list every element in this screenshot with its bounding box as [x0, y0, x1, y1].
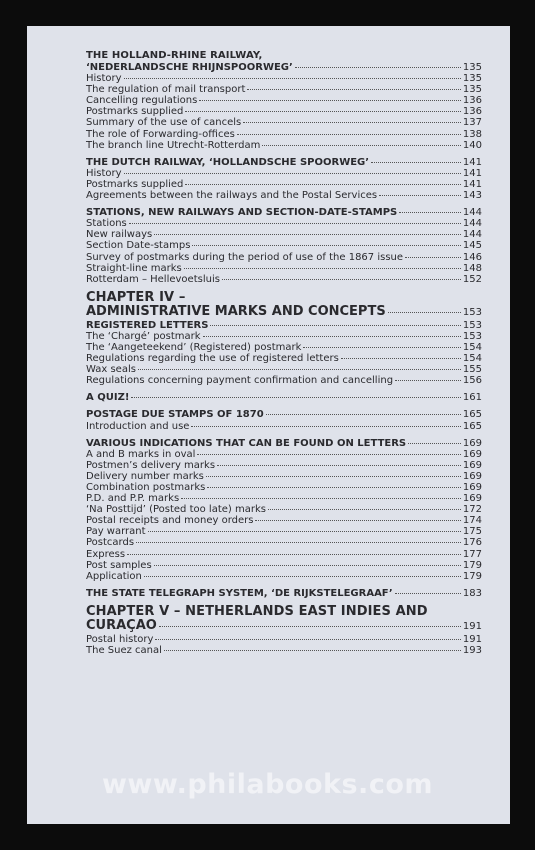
toc-entry-page-number: 135	[462, 84, 482, 96]
dot-leader	[185, 184, 461, 185]
section-heading-label: ADMINISTRATIVE MARKS AND CONCEPTS	[86, 303, 386, 319]
toc-entry	[86, 106, 482, 117]
section-heading	[86, 409, 482, 420]
dot-leader	[395, 593, 461, 594]
toc-section	[86, 409, 482, 431]
toc-entry-page-number: 136	[462, 95, 482, 107]
dot-leader	[210, 325, 460, 326]
toc-entry-page-number: 154	[462, 341, 482, 353]
toc-entry-label: Agreements between the railways and the Postal Services	[86, 190, 378, 202]
section-heading-page-number: 169	[462, 437, 482, 449]
section-heading-page-number: 153	[462, 306, 482, 318]
section-heading-page-number: 144	[462, 207, 482, 219]
dot-leader	[341, 358, 461, 359]
toc-entry-page-number: 179	[462, 559, 482, 571]
toc-entry	[86, 331, 482, 342]
toc-entry-page-number: 169	[462, 482, 482, 493]
toc-entry-label: Straight-line marks	[86, 262, 182, 274]
subsection-heading-page-number: 153	[462, 319, 482, 331]
toc-entry	[86, 493, 482, 504]
toc-entry	[86, 549, 482, 560]
section-heading-label: THE STATE TELEGRAPH SYSTEM, ‘DE RIJKSTELEGRAAF’	[86, 587, 393, 599]
toc-entry	[86, 117, 482, 128]
toc-entry-page-number: 155	[462, 364, 482, 376]
toc-entry	[86, 179, 482, 190]
dot-leader	[192, 245, 461, 246]
toc-entry-label: The ‘Aangeteekend’ (Registered) postmark	[86, 341, 302, 353]
toc-entry	[86, 571, 482, 582]
dot-leader	[124, 78, 461, 79]
toc-entry-page-number: 165	[462, 420, 482, 432]
toc-entry-page-number: 145	[462, 240, 482, 252]
toc-section	[86, 392, 482, 403]
dot-leader	[191, 426, 460, 427]
table-of-contents	[86, 50, 482, 656]
toc-entry-label: Rotterdam – Hellevoetsluis	[86, 273, 220, 285]
dot-leader	[136, 542, 461, 543]
toc-entry	[86, 449, 482, 460]
dot-leader	[217, 465, 461, 466]
dot-leader	[181, 498, 461, 499]
toc-entry-page-number: 146	[462, 251, 482, 263]
section-heading	[86, 588, 482, 599]
section-heading-page-number: 161	[462, 392, 482, 404]
dot-leader	[184, 268, 461, 269]
toc-section	[86, 588, 482, 599]
toc-entry-label: Introduction and use	[86, 420, 190, 432]
section-heading	[86, 305, 482, 320]
toc-entry-page-number: 148	[462, 262, 482, 274]
toc-entry	[86, 218, 482, 229]
dot-leader	[159, 626, 461, 627]
toc-entry	[86, 274, 482, 285]
section-title: THE HOLLAND-RHINE RAILWAY,	[86, 50, 263, 61]
toc-entry	[86, 515, 482, 526]
toc-entry	[86, 560, 482, 571]
toc-entry	[86, 190, 482, 201]
toc-entry-page-number: 140	[462, 139, 482, 151]
toc-section	[86, 207, 482, 285]
toc-entry-label: The role of Forwarding-offices	[86, 128, 235, 140]
toc-entry	[86, 129, 482, 140]
toc-page	[27, 26, 510, 824]
toc-entry	[86, 634, 482, 645]
toc-entry	[86, 645, 482, 656]
toc-entry-page-number: 138	[462, 128, 482, 140]
toc-entry-label: Cancelling regulations	[86, 95, 198, 107]
watermark: www.philabooks.com	[101, 769, 434, 800]
toc-entry-label: Survey of postmarks during the period of use of the 1867 issue	[86, 251, 404, 263]
toc-entry-page-number: 135	[462, 73, 482, 85]
section-heading-page-number: 165	[462, 409, 482, 421]
chapter-section	[86, 605, 482, 656]
dot-leader	[127, 554, 461, 555]
dot-leader	[255, 520, 460, 521]
toc-entry	[86, 537, 482, 548]
toc-entry	[86, 95, 482, 106]
toc-entry	[86, 73, 482, 84]
section-heading-label: STATIONS, NEW RAILWAYS AND SECTION-DATE-STAMPS	[86, 207, 398, 219]
dot-leader	[129, 223, 461, 224]
section-heading-page-number: 183	[462, 587, 482, 599]
dot-leader	[243, 122, 461, 123]
toc-entry	[86, 375, 482, 386]
toc-entry-label: Postal history	[86, 633, 154, 645]
section-heading-label: VARIOUS INDICATIONS THAT CAN BE FOUND ON LETTERS	[86, 437, 407, 449]
toc-entry	[86, 504, 482, 515]
dot-leader	[237, 134, 461, 135]
section-heading-label: A QUIZ!	[86, 392, 130, 404]
dot-leader	[405, 257, 461, 258]
dot-leader	[268, 509, 461, 510]
dot-leader	[203, 336, 461, 337]
section-heading	[86, 438, 482, 449]
toc-entry-page-number: 179	[462, 570, 482, 582]
toc-entry-label: Stations	[86, 218, 127, 230]
dot-leader	[199, 100, 461, 101]
toc-entry-label: ‘Na Posttijd’ (Posted too late) marks	[86, 504, 266, 516]
toc-entry-label: Regulations concerning payment confirmation and cancelling	[86, 375, 394, 387]
toc-entry	[86, 252, 482, 263]
toc-entry-page-number: 153	[462, 330, 482, 342]
section-heading	[86, 207, 482, 218]
dot-leader	[154, 565, 461, 566]
section-heading-page-number: 135	[462, 62, 482, 73]
dot-leader	[371, 162, 461, 163]
toc-entry-label: Summary of the use of cancels	[86, 117, 242, 129]
dot-leader	[148, 531, 461, 532]
toc-entry-label: Postcards	[86, 537, 135, 549]
dot-leader	[379, 195, 461, 196]
section-heading-label: POSTAGE DUE STAMPS OF 1870	[86, 409, 264, 421]
toc-entry-label: P.D. and P.P. marks	[86, 493, 180, 505]
toc-section	[86, 438, 482, 582]
toc-entry-label: Application	[86, 570, 142, 582]
toc-entry-label: Combination postmarks	[86, 482, 206, 493]
dot-leader	[131, 397, 461, 398]
dot-leader	[207, 487, 461, 488]
dot-leader	[222, 279, 461, 280]
toc-entry-page-number: 169	[462, 448, 482, 460]
dot-leader	[164, 650, 461, 651]
toc-entry	[86, 364, 482, 375]
toc-entry	[86, 342, 482, 353]
toc-entry-page-number: 169	[462, 459, 482, 471]
toc-entry-label: History	[86, 73, 122, 85]
toc-section	[86, 157, 482, 201]
dot-leader	[185, 111, 461, 112]
toc-entry-label: The ‘Chargé’ postmark	[86, 330, 201, 342]
section-heading-label: THE DUTCH RAILWAY, ‘HOLLANDSCHE SPOORWEG’	[86, 156, 370, 168]
toc-entry-label: The Suez canal	[86, 645, 162, 657]
toc-entry-page-number: 141	[462, 167, 482, 179]
section-heading	[86, 619, 482, 634]
toc-entry-page-number: 191	[462, 633, 482, 645]
subsection-heading	[86, 320, 482, 331]
toc-entry-page-number: 143	[462, 190, 482, 202]
toc-entry	[86, 421, 482, 432]
section-heading-label: ‘NEDERLANDSCHE RHIJNSPOORWEG’	[86, 62, 293, 73]
dot-leader	[154, 234, 461, 235]
toc-entry	[86, 263, 482, 274]
section-title: CHAPTER V – NETHERLANDS EAST INDIES AND	[86, 603, 428, 619]
toc-section	[86, 50, 482, 151]
toc-entry-page-number: 175	[462, 526, 482, 538]
toc-entry-page-number: 174	[462, 515, 482, 527]
dot-leader	[395, 380, 461, 381]
dot-leader	[408, 443, 461, 444]
toc-entry-label: Postmarks supplied	[86, 106, 184, 118]
toc-entry-page-number: 172	[462, 504, 482, 516]
toc-entry-page-number: 152	[462, 273, 482, 285]
section-heading-page-number: 191	[462, 620, 482, 632]
toc-entry-label: New railways	[86, 229, 153, 241]
toc-entry-page-number: 156	[462, 375, 482, 387]
dot-leader	[144, 576, 461, 577]
toc-entry	[86, 240, 482, 251]
toc-entry-page-number: 144	[462, 218, 482, 230]
toc-entry-page-number: 177	[462, 548, 482, 560]
section-title: CHAPTER IV –	[86, 289, 186, 305]
dot-leader	[399, 212, 461, 213]
dot-leader	[295, 67, 461, 68]
toc-entry	[86, 140, 482, 151]
toc-entry-label: Section Date-stamps	[86, 240, 191, 252]
toc-entry-page-number: 136	[462, 106, 482, 118]
toc-entry	[86, 229, 482, 240]
toc-entry-label: The branch line Utrecht-Rotterdam	[86, 139, 261, 151]
toc-entry-label: Regulations regarding the use of registered letters	[86, 353, 339, 365]
toc-entry-label: Postal receipts and money orders	[86, 515, 254, 527]
toc-entry-page-number: 144	[462, 229, 482, 241]
dot-leader	[197, 454, 460, 455]
toc-entry	[86, 526, 482, 537]
chapter-section	[86, 291, 482, 387]
toc-entry-label: Postmarks supplied	[86, 178, 184, 190]
toc-entry-label: Wax seals	[86, 364, 136, 376]
toc-entry-page-number: 169	[462, 470, 482, 482]
section-heading	[86, 157, 482, 168]
dot-leader	[247, 89, 461, 90]
section-heading	[86, 392, 482, 403]
dot-leader	[124, 173, 461, 174]
section-heading-label: CURAÇAO	[86, 617, 157, 633]
dot-leader	[206, 476, 461, 477]
toc-entry-page-number: 137	[462, 117, 482, 129]
toc-entry-page-number: 176	[462, 537, 482, 549]
toc-entry	[86, 168, 482, 179]
toc-entry	[86, 482, 482, 493]
toc-entry-page-number: 193	[462, 645, 482, 657]
toc-entry-page-number: 154	[462, 353, 482, 365]
toc-entry-label: Express	[86, 548, 126, 560]
dot-leader	[155, 639, 461, 640]
toc-entry	[86, 353, 482, 364]
section-heading-page-number: 141	[462, 156, 482, 168]
toc-entry-label: Post samples	[86, 559, 152, 571]
toc-entry-label: The regulation of mail transport	[86, 84, 246, 96]
toc-entry-label: Postmen’s delivery marks	[86, 459, 216, 471]
toc-entry-label: Delivery number marks	[86, 470, 204, 482]
toc-entry	[86, 460, 482, 471]
toc-entry-label: A and B marks in oval	[86, 448, 196, 460]
toc-entry-page-number: 169	[462, 493, 482, 505]
toc-entry	[86, 471, 482, 482]
toc-entry	[86, 84, 482, 95]
subsection-heading-label: REGISTERED LETTERS	[86, 319, 209, 331]
dot-leader	[262, 145, 461, 146]
toc-entry-label: Pay warrant	[86, 526, 146, 538]
dot-leader	[138, 369, 461, 370]
dot-leader	[388, 312, 461, 313]
section-heading	[86, 62, 482, 73]
dot-leader	[303, 347, 460, 348]
toc-entry-label: History	[86, 167, 122, 179]
dot-leader	[266, 414, 461, 415]
toc-entry-page-number: 141	[462, 178, 482, 190]
